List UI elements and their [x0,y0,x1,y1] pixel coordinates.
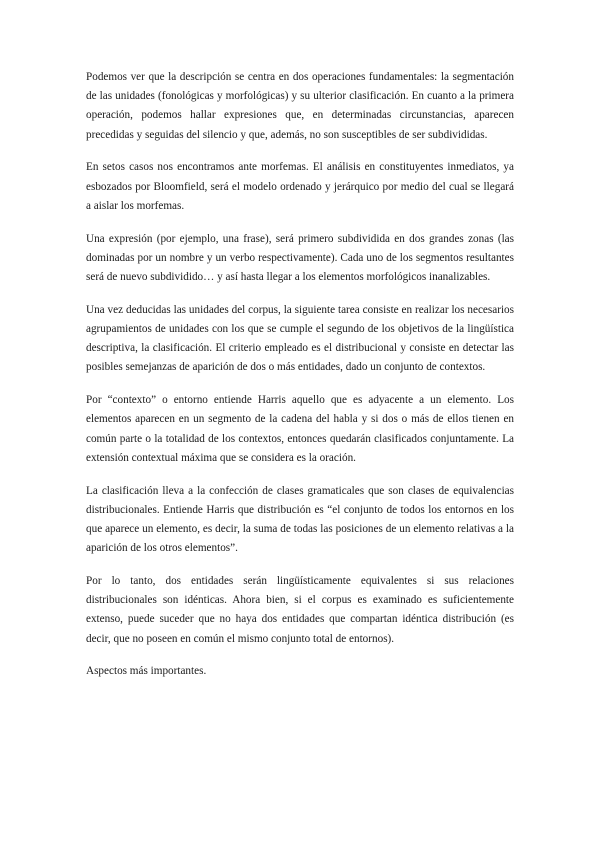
paragraph-segmentation: Podemos ver que la descripción se centra en dos operaciones fundamentales: la segmentación de las unidades (fonológicas y morfológicas) y su ulterior clasificación. En cuanto a la primera operación, podemos hallar expresiones que, en determinadas circunstancias, aparecen precedidas y seguidas del silencio y que, además, no son susceptibles de ser subdivididas. [86,71,514,141]
paragraph-distribution: La clasificación lleva a la confección de clases gramaticales que son clases de equivalencias distribucionales. Entiende Harris que distribución es “el conjunto de todos los entornos en los que aparece un elemento, es decir, la suma de todas las posiciones de un elemento relativas a la aparición de los otros elementos”. [86,484,514,555]
paragraph-context: Por “contexto” o entorno entiende Harris aquello que es adyacente a un elemento. Los elementos aparecen en un segmento de la cadena del habla y si dos o más de ellos tienen en común parte o la totalidad de los contextos, entonces quedarán clasificados conjuntamente. La extensión contextual máxima que se considera es la oración. [86,394,514,464]
paragraph-expression-subdivision: Una expresión (por ejemplo, una frase), será primero subdividida en dos grandes zonas (las dominadas por un nombre y un verbo respectivamente). Cada uno de los segmentos resultantes será de nuevo subdividido… y así hasta llegar a los elementos morfológicos inanalizables. [86,232,514,284]
paragraph-equivalence: Por lo tanto, dos entidades serán lingüísticamente equivalentes si sus relaciones distribucionales son idénticas. Ahora bien, si el corpus es examinado es suficientemente extenso, puede suceder que no haya dos entidades que compartan idéntica distribución (es decir, que no poseen en común el mismo conjunto total de entornos). [86,575,514,645]
paragraph-classification: Una vez deducidas las unidades del corpus, la siguiente tarea consiste en realizar los necesarios agrupamientos de unidades con los que se cumple el segundo de los objetivos de la lingüística descriptiva, la clasificación. El criterio empleado es el distribucional y consiste en detectar las posibles semejanzas de aparición de dos o más entidades, dado un conjunto de contextos. [86,303,514,374]
document-body [86,68,514,695]
paragraph-morphemes: En setos casos nos encontramos ante morfemas. El análisis en constituyentes inmediatos, ya esbozados por Bloomfield, será el modelo ordenado y jerárquico por medio del cual se llegará a aislar los morfemas. [86,161,514,212]
paragraph-important-aspects: Aspectos más importantes. [86,665,207,678]
